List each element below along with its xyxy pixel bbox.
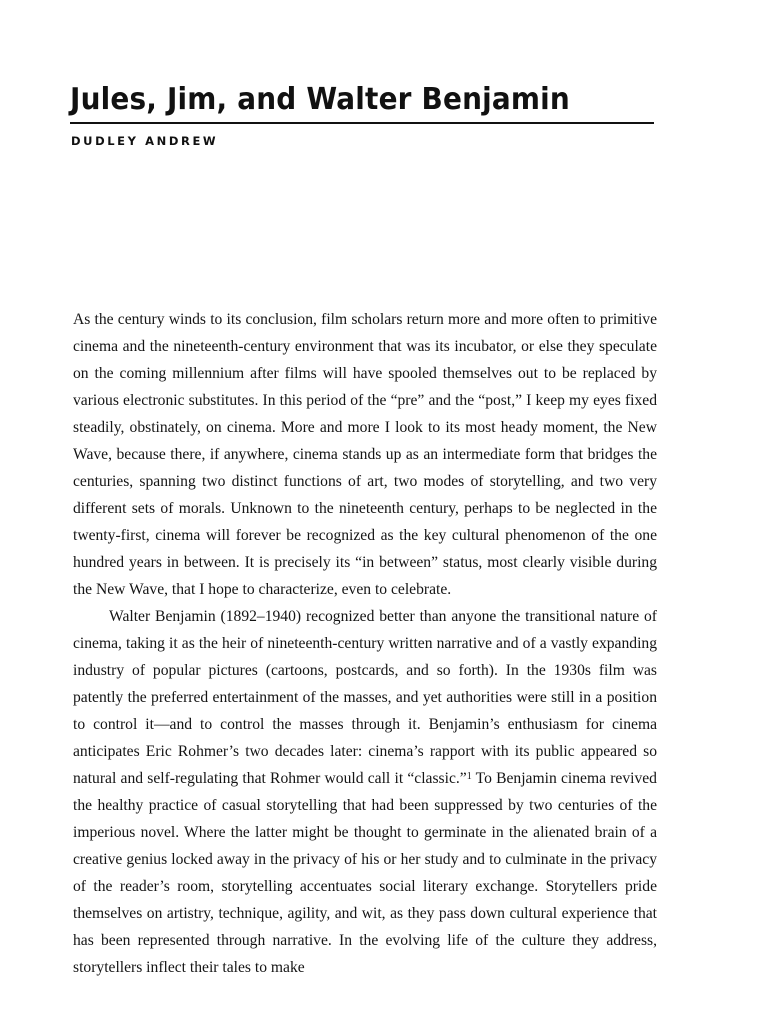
title-rule [70,122,654,124]
footnote-marker: 1 [466,771,472,782]
article-author: DUDLEY ANDREW [71,134,219,148]
article-title: Jules, Jim, and Walter Benjamin [70,82,570,117]
paragraph-2 [73,603,657,981]
article-body [73,306,657,981]
paragraph-2-text-before-note: Walter Benjamin (1892–1940) recognized better than anyone the transitional nature of cinema, taking it as the heir of nineteenth-century written narrative and of a vastly expanding industry of popular pictures (cartoons, postcards, and so forth). In the 1930s film was patently the preferred entertainment of the masses, and yet authorities were still in a position to control it—and to control the masses through it. Benjamin’s enthusiasm for cinema anticipates Eric Rohmer’s two decades later: cinema’s rapport with its public appeared so natural and self-regulating that Rohmer would call it “classic.” [73,608,657,787]
paragraph-1: As the century winds to its conclusion, film scholars return more and more often to primitive cinema and the nineteenth-century environment that was its incubator, or else they speculate on the coming millennium after films will have spooled themselves out to be replaced by various electronic substitutes. In this period of the “pre” and the “post,” I keep my eyes fixed steadily, obstinately, on cinema. More and more I look to its most heady moment, the New Wave, because there, if anywhere, cinema stands up as an intermediate form that bridges the centuries, spanning two distinct functions of art, two modes of storytelling, and two very different sets of morals. Unknown to the nineteenth century, perhaps to be neglected in the twenty-first, cinema will forever be recognized as the key cultural phenomenon of the one hundred years in between. It is precisely its “in between” status, most clearly visible during the New Wave, that I hope to characterize, even to celebrate. [73,311,657,598]
paragraph-2-text-after-note: To Benjamin cinema revived the healthy practice of casual storytelling that had been suppressed by two centuries of the imperious novel. Where the latter might be thought to germinate in the alienated brain of a creative genius locked away in the privacy of his or her study and to culminate in the privacy of the reader’s room, storytelling accentuates social literary exchange. Storytellers pride themselves on artistry, technique, agility, and wit, as they pass down cultural experience that has been represented through narrative. In the evolving life of the culture they address, storytellers inflect their tales to make [73,770,657,976]
